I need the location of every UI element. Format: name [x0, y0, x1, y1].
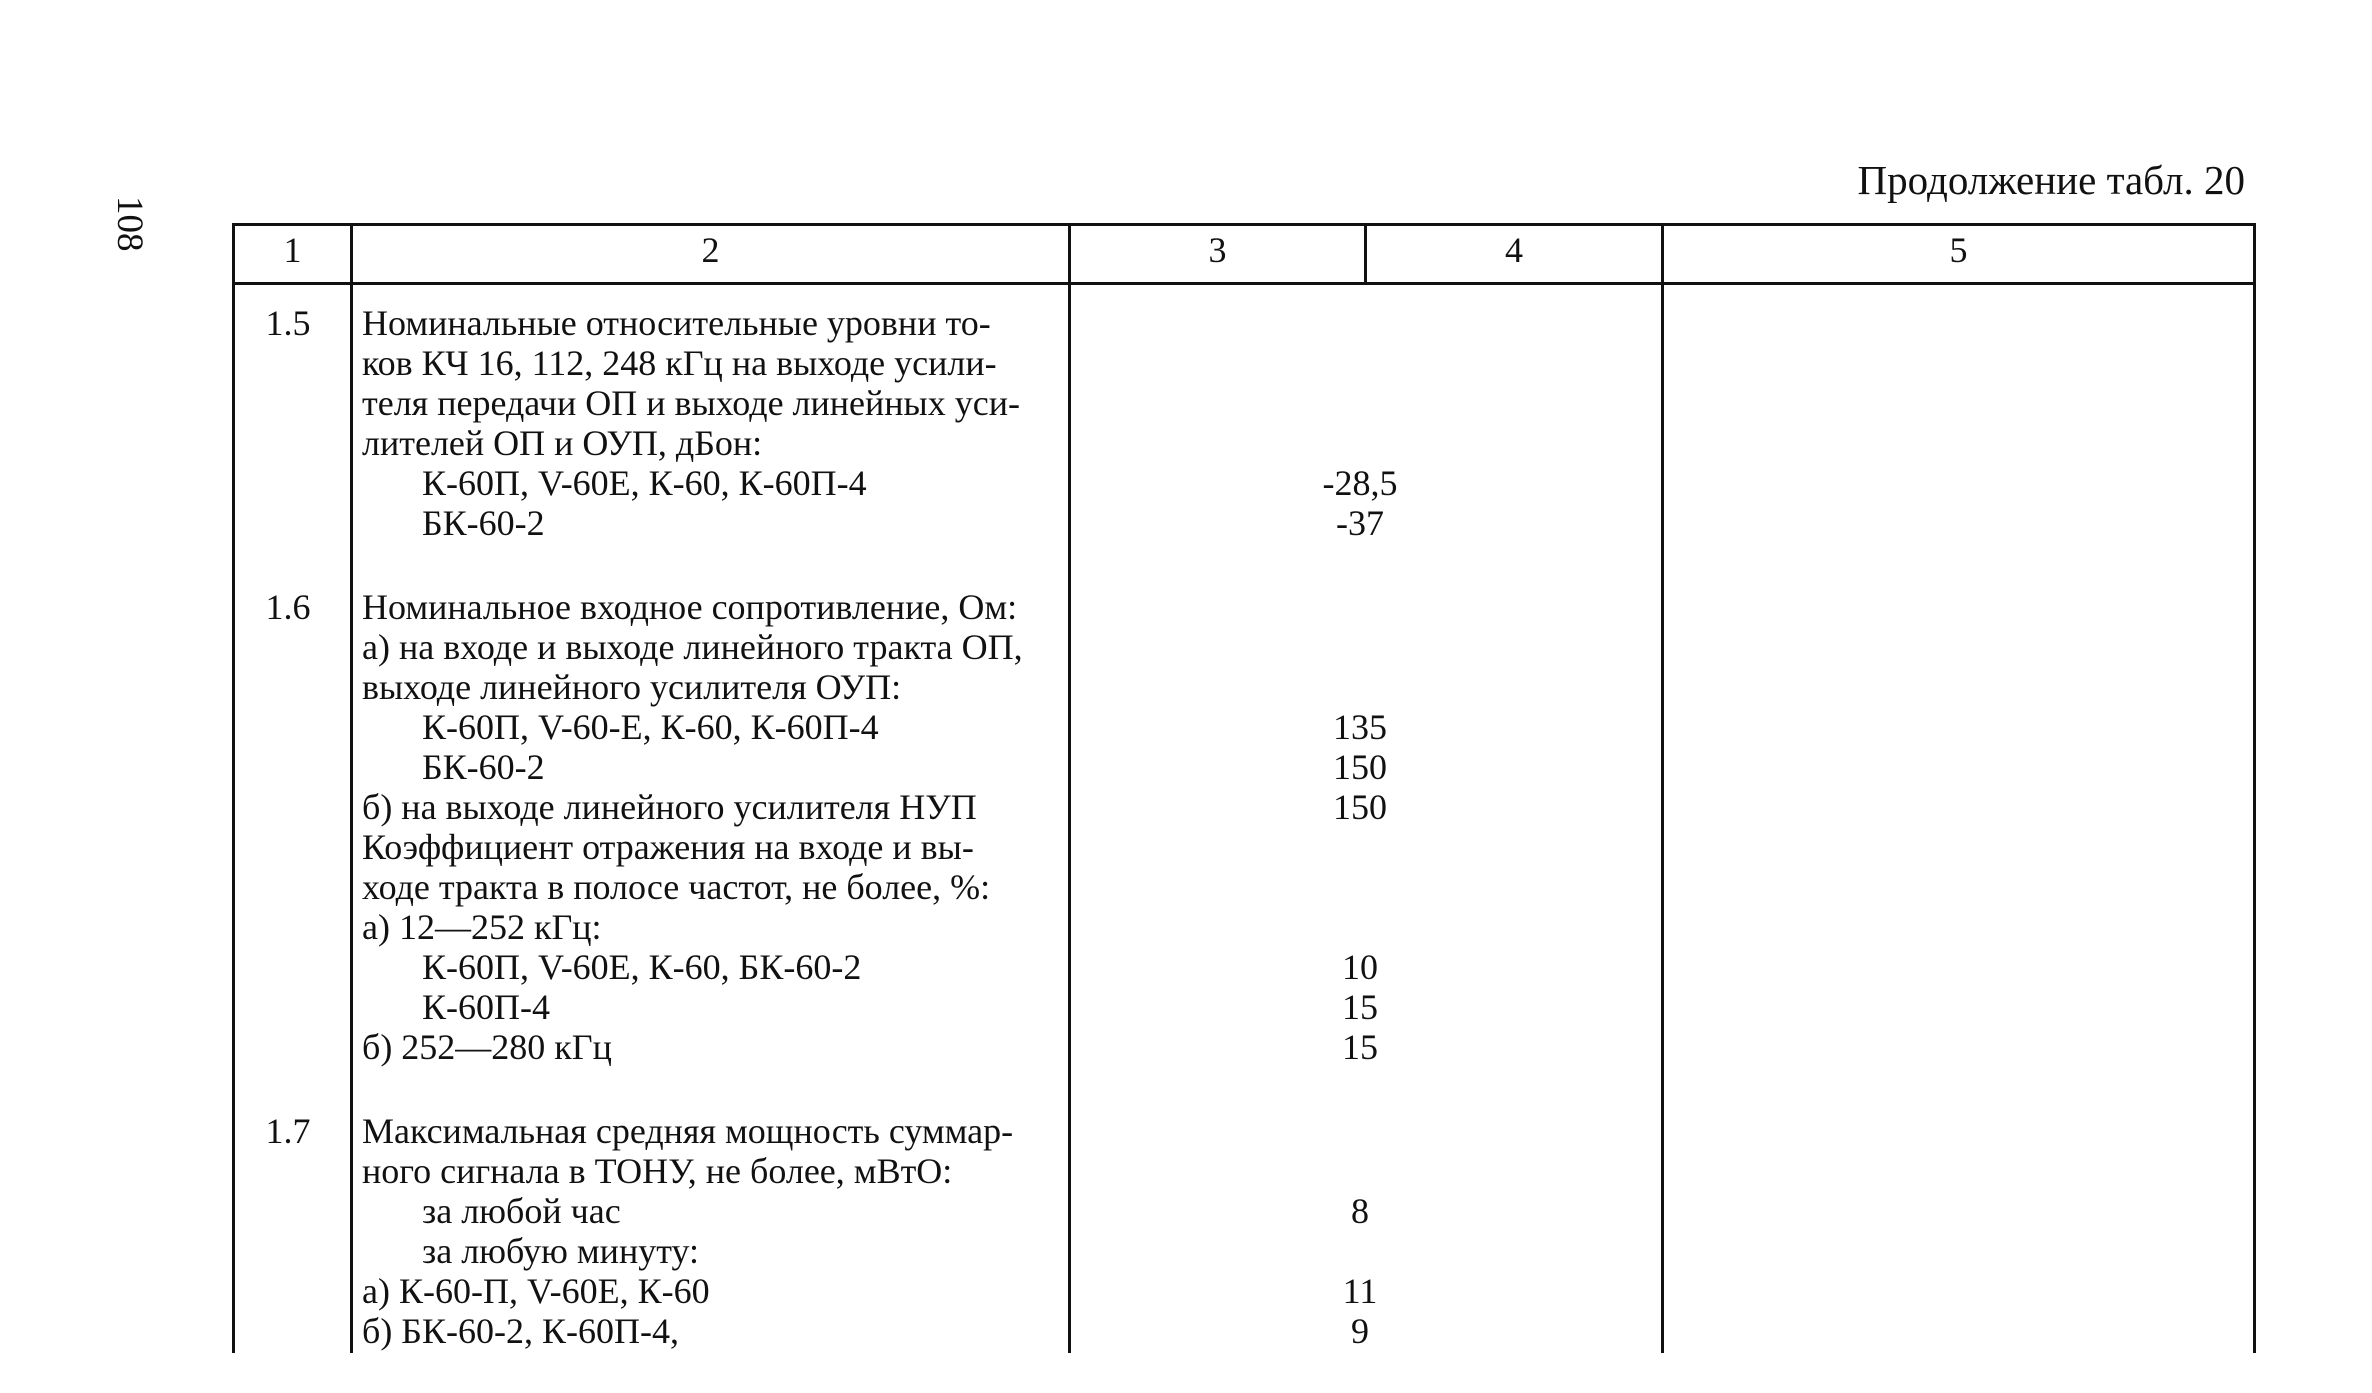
row-value: 10	[1342, 947, 1378, 987]
row-number: 1.5	[265, 303, 311, 343]
row-text-line: К-60П-4	[422, 987, 550, 1027]
header-col-5: 5	[1949, 230, 1968, 270]
row-text-line: б) 252—280 кГц	[362, 1027, 612, 1067]
row-number: 1.7	[265, 1111, 311, 1151]
row-text-line: К-60П, V-60-Е, К-60, К-60П-4	[422, 707, 879, 747]
row-text-line: ков КЧ 16, 112, 248 кГц на выходе усили-	[362, 343, 997, 383]
header-col-2: 2	[701, 230, 720, 270]
row-text-line: ходе тракта в полосе частот, не более, %:	[362, 867, 991, 907]
column-divider-2	[1068, 223, 1071, 1353]
header-bottom-border	[232, 282, 2256, 285]
table-top-border	[232, 223, 2256, 226]
table-continuation-caption: Продолжение табл. 20	[1857, 157, 2245, 203]
row-text-line: выходе линейного усилителя ОУП:	[362, 667, 902, 707]
row-text-line: лителей ОП и ОУП, дБон:	[362, 423, 763, 463]
row-text-line: теля передачи ОП и выходе линейных уси-	[362, 383, 1020, 423]
row-text-line: БК-60-2	[422, 747, 545, 787]
row-text-line: Коэффициент отражения на входе и вы-	[362, 827, 974, 867]
header-col-3: 3	[1208, 230, 1227, 270]
row-value: 8	[1351, 1191, 1369, 1231]
column-divider-1	[350, 223, 353, 1353]
row-value: -28,5	[1322, 463, 1398, 503]
row-value: 11	[1342, 1271, 1378, 1311]
table-left-border	[232, 223, 235, 1353]
row-number: 1.6	[265, 587, 311, 627]
row-value: 15	[1342, 1027, 1378, 1067]
row-text-line: К-60П, V-60Е, К-60, К-60П-4	[422, 463, 867, 503]
row-text-line: Номинальное входное сопротивление, Ом:	[362, 587, 1018, 627]
row-value: 135	[1333, 707, 1387, 747]
row-text-line: Номинальные относительные уровни то-	[362, 303, 991, 343]
row-value: 9	[1351, 1311, 1369, 1351]
row-text-line: б) БК-60-2, К-60П-4,	[362, 1311, 679, 1351]
row-text-line: БК-60-2	[422, 503, 545, 543]
page-number: 108	[109, 196, 150, 252]
header-col-4: 4	[1505, 230, 1523, 270]
row-text-line: а) 12—252 кГц:	[362, 907, 602, 947]
row-value: 150	[1333, 747, 1387, 787]
row-text-line: а) К-60-П, V-60Е, К-60	[362, 1271, 710, 1311]
row-text-line: Максимальная средняя мощность суммар-	[362, 1111, 1014, 1151]
row-text-line: б) на выходе линейного усилителя НУП	[362, 787, 977, 827]
row-text-line: а) на входе и выходе линейного тракта ОП,	[362, 627, 1023, 667]
row-text-line: за любой час	[422, 1191, 621, 1231]
row-value: 15	[1342, 987, 1378, 1027]
row-text-line: ного сигнала в ТОНУ, не более, мВтО:	[362, 1151, 953, 1191]
row-value: -37	[1336, 503, 1384, 543]
column-divider-4	[1661, 223, 1664, 1353]
row-text-line: за любую минуту:	[422, 1231, 699, 1271]
header-col-1: 1	[283, 230, 302, 270]
row-text-line: К-60П, V-60Е, К-60, БК-60-2	[422, 947, 862, 987]
table-right-border	[2253, 223, 2256, 1353]
row-value: 150	[1333, 787, 1387, 827]
